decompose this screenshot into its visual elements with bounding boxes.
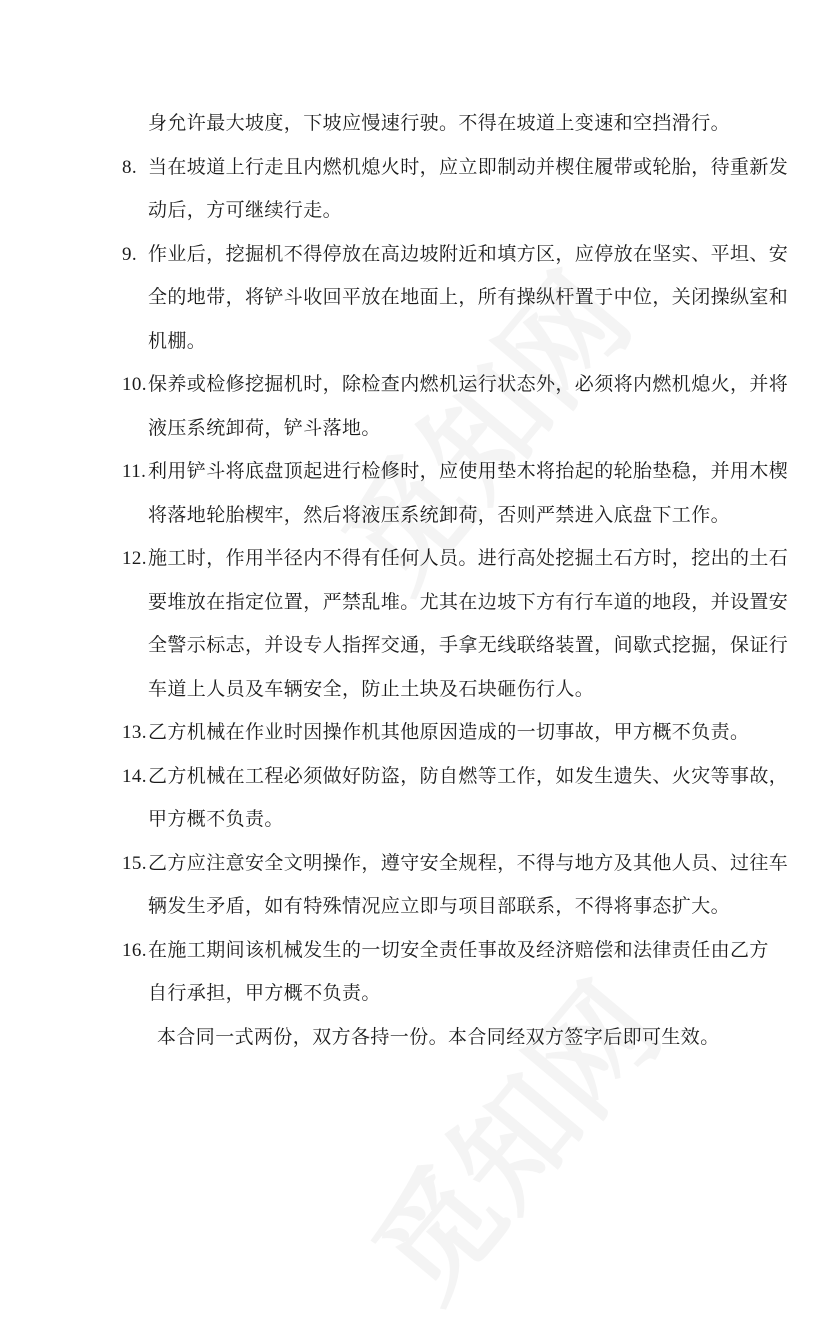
clause-item — [0, 363, 830, 450]
clause-line — [0, 668, 830, 712]
clause-text: 辆发生矛盾，如有特殊情况应立即与项目部联系，不得将事态扩大。 — [148, 895, 731, 917]
clause-line — [0, 494, 830, 538]
clause-line — [0, 711, 830, 755]
clause-item — [0, 842, 830, 929]
clause-item — [0, 537, 830, 711]
clause-line — [0, 581, 830, 625]
clause-text: 乙方机械在工程必须做好防盗，防自燃等工作，如发生遗失、火灾等事故， — [148, 764, 789, 787]
clause-line — [0, 972, 830, 1016]
clause-number: 13. — [122, 722, 147, 743]
clause-number: 15. — [122, 852, 147, 874]
clause-line — [0, 233, 830, 277]
clause-list — [0, 146, 830, 1016]
clause-text: 机棚。 — [148, 329, 207, 352]
clause-number: 12. — [122, 548, 147, 569]
clause-text: 乙方机械在作业时因操作机其他原因造成的一切事故，甲方概不负责。 — [148, 721, 750, 743]
clause-text: 全警示标志，并设专人指挥交通，手拿无线联络装置，间歇式挖掘，保证行 — [148, 634, 789, 656]
clause-number: 8. — [122, 156, 138, 178]
clause-text: 甲方概不负责。 — [148, 808, 284, 830]
clause-text: 作业后，挖掘机不得停放在高边坡附近和填方区，应停放在坚实、平坦、安 — [148, 242, 789, 265]
clause-text: 液压系统卸荷，铲斗落地。 — [148, 416, 381, 439]
clause-line — [0, 537, 830, 581]
clause-text: 全的地带，将铲斗收回平放在地面上，所有操纵杆置于中位，关闭操纵室和 — [148, 286, 789, 308]
clause-text: 要堆放在指定位置，严禁乱堆。尤其在边坡下方有行车道的地段，并设置安 — [148, 590, 789, 613]
clause-line — [0, 276, 830, 320]
clause-text: 利用铲斗将底盘顶起进行检修时，应使用垫木将抬起的轮胎垫稳，并用木楔 — [148, 460, 789, 482]
closing-statement: 本合同一式两份，双方各持一份。本合同经双方签字后即可生效。 — [157, 1025, 720, 1048]
clause-line — [0, 450, 830, 494]
clause-item — [0, 233, 830, 364]
clause-number: 10. — [122, 374, 147, 395]
clause-line — [0, 798, 830, 842]
clause-text: 车道上人员及车辆安全，防止土块及石块砸伤行人。 — [148, 677, 595, 700]
clause-line — [0, 885, 830, 929]
clause-text: 在施工期间该机械发生的一切安全责任事故及经济赔偿和法律责任由乙方 — [148, 938, 769, 961]
clause-text: 当在坡道上行走且内燃机熄火时，应立即制动并楔住履带或轮胎，待重新发 — [148, 155, 789, 178]
clause-line — [0, 407, 830, 451]
clause-number: 9. — [122, 243, 138, 265]
clause-text: 将落地轮胎楔牢，然后将液压系统卸荷，否则严禁进入底盘下工作。 — [148, 503, 731, 526]
document-body — [0, 102, 830, 1059]
clause-line — [0, 320, 830, 364]
clause-item — [0, 755, 830, 842]
clause-line — [0, 363, 830, 407]
clause-text: 乙方应注意安全文明操作，遵守安全规程，不得与地方及其他人员、过往车 — [148, 851, 789, 874]
clause-text: 动后，方可继续行走。 — [148, 199, 343, 221]
clause-line — [0, 624, 830, 668]
clause-line — [0, 146, 830, 190]
clause-number: 16. — [122, 939, 147, 961]
clause-number: 14. — [122, 765, 147, 787]
clause-item — [0, 711, 830, 755]
clause-text: 保养或检修挖掘机时，除检查内燃机运行状态外，必须将内燃机熄火，并将 — [148, 373, 789, 395]
continuation-line: 身允许最大坡度，下坡应慢速行驶。不得在坡道上变速和空挡滑行。 — [148, 112, 731, 134]
clause-line — [0, 842, 830, 886]
clause-text: 自行承担，甲方概不负责。 — [148, 982, 381, 1004]
clause-item — [0, 146, 830, 233]
clause-item — [0, 450, 830, 537]
clause-line — [0, 189, 830, 233]
clause-line — [0, 929, 830, 973]
clause-number: 11. — [122, 461, 147, 482]
clause-item — [0, 929, 830, 1016]
clause-text: 施工时，作用半径内不得有任何人员。进行高处挖掘土石方时，挖出的土石 — [148, 547, 789, 569]
clause-line — [0, 755, 830, 799]
